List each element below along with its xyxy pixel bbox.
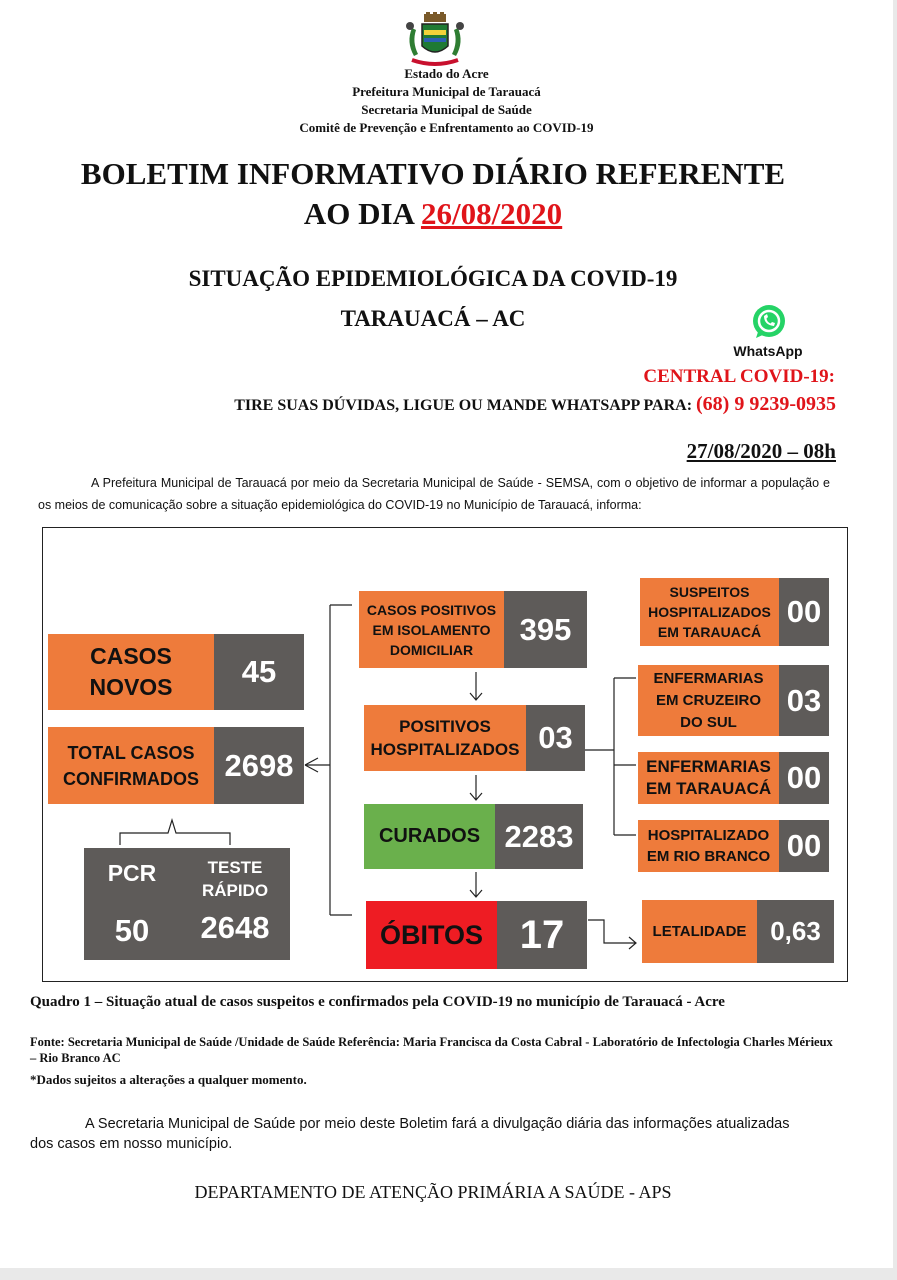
home-isolation-value: 395 bbox=[504, 591, 587, 668]
hospitalized-value: 03 bbox=[526, 705, 585, 771]
rapid-test-label bbox=[180, 856, 290, 902]
home-isolation-label-1: CASOS POSITIVOS bbox=[366, 601, 497, 618]
recovered-value: 2283 bbox=[495, 804, 583, 869]
suspects-label-1: SUSPEITOS bbox=[669, 584, 750, 600]
wards-cruzeiro-label-1: ENFERMARIAS bbox=[653, 669, 764, 687]
header-state: Estado do Acre bbox=[404, 66, 489, 81]
home-isolation-label bbox=[359, 591, 504, 668]
deaths-value: 17 bbox=[497, 901, 587, 969]
table-source: Fonte: Secretaria Municipal de Saúde /Unidade de Saúde Referência: Maria Francisca da Costa Cabral - Laboratório de Infectologia Charles Mérieux – Rio Branco AC bbox=[30, 1035, 833, 1065]
contact-instruction: TIRE SUAS DÚVIDAS, LIGUE OU MANDE WHATSAPP PARA: bbox=[234, 397, 697, 414]
subtitle-city: TARAUACÁ – AC bbox=[340, 306, 526, 331]
report-datetime: 27/08/2020 – 08h bbox=[686, 439, 836, 463]
phone-number: (68) 9 9239-0935 bbox=[696, 393, 836, 415]
bulletin-date: 26/08/2020 bbox=[420, 196, 563, 231]
lethality-value: 0,63 bbox=[757, 900, 834, 963]
hospitalized-label-2: HOSPITALIZADOS bbox=[370, 740, 520, 759]
suspects-label-3: EM TARAUACÁ bbox=[657, 624, 762, 640]
wards-cruzeiro-label-3: DO SUL bbox=[680, 713, 737, 731]
total-confirmed-label-1: TOTAL CASOS bbox=[67, 742, 195, 763]
rapid-test-value: 2648 bbox=[200, 910, 270, 945]
table-note: *Dados sujeitos a alterações a qualquer momento. bbox=[30, 1072, 307, 1087]
pcr-label: PCR bbox=[107, 859, 157, 886]
rapid-test-label-2: RÁPIDO bbox=[201, 881, 269, 900]
table-caption: Quadro 1 – Situação atual de casos suspeitos e confirmados pela COVID-19 no município de Tarauacá - Acre bbox=[30, 994, 725, 1010]
wards-cruzeiro-value: 03 bbox=[779, 665, 829, 736]
new-cases-label-2: NOVOS bbox=[89, 674, 173, 700]
wards-cruzeiro-label-2: EM CRUZEIRO bbox=[656, 691, 761, 709]
new-cases-label-1: CASOS bbox=[90, 643, 172, 669]
wards-tarauaca-label-2: EM TARAUACÁ bbox=[645, 779, 772, 798]
hospitalized-label bbox=[364, 705, 526, 771]
total-confirmed-label-2: CONFIRMADOS bbox=[63, 768, 199, 789]
new-cases-label bbox=[48, 634, 214, 710]
total-confirmed-value: 2698 bbox=[214, 727, 304, 804]
total-confirmed-label bbox=[48, 727, 214, 804]
recovered-label: CURADOS bbox=[364, 804, 495, 869]
rio-branco-label-1: HOSPITALIZADO bbox=[647, 827, 770, 844]
central-covid-label: CENTRAL COVID-19: bbox=[643, 366, 835, 387]
wards-tarauaca-value: 00 bbox=[779, 752, 829, 804]
wards-tarauaca-label bbox=[638, 752, 779, 804]
rapid-test-label-1: TESTE bbox=[207, 858, 263, 877]
rio-branco-label bbox=[638, 820, 779, 872]
whatsapp-label: WhatsApp bbox=[733, 343, 803, 359]
rio-branco-label-2: EM RIO BRANCO bbox=[646, 848, 771, 865]
home-isolation-label-2: EM ISOLAMENTO bbox=[372, 621, 491, 638]
closing-paragraph: A Secretaria Municipal de Saúde por meio deste Boletim fará a divulgação diária das informações atualizadas dos casos em nosso município. bbox=[30, 1116, 790, 1152]
new-cases-value: 45 bbox=[214, 634, 304, 710]
header-committee: Comitê de Prevenção e Enfrentamento ao COVID-19 bbox=[299, 120, 594, 135]
suspects-label bbox=[640, 578, 779, 646]
hospitalized-label-1: POSITIVOS bbox=[399, 717, 491, 736]
intro-paragraph: A Prefeitura Municipal de Tarauacá por meio da Secretaria Municipal de Saúde - SEMSA, com o objetivo de informar a população e os meios de comunicação sobre a situação epidemiológica do COVID-19 no Município de Tarauacá, informa: bbox=[38, 476, 830, 512]
wards-tarauaca-label-1: ENFERMARIAS bbox=[646, 757, 771, 776]
wards-cruzeiro-label bbox=[638, 665, 779, 736]
pcr-value: 50 bbox=[114, 913, 150, 948]
suspects-label-2: HOSPITALIZADOS bbox=[648, 604, 771, 620]
subtitle-situation: SITUAÇÃO EPIDEMIOLÓGICA DA COVID-19 bbox=[188, 266, 678, 291]
home-isolation-label-3: DOMICILIAR bbox=[389, 641, 474, 658]
title-prefix: AO DIA bbox=[303, 196, 421, 231]
lethality-label: LETALIDADE bbox=[642, 900, 757, 963]
footer-department: DEPARTAMENTO DE ATENÇÃO PRIMÁRIA A SAÚDE - APS bbox=[194, 1182, 672, 1202]
deaths-label: ÓBITOS bbox=[366, 901, 497, 969]
header-prefecture: Prefeitura Municipal de Tarauacá bbox=[352, 84, 541, 99]
rio-branco-value: 00 bbox=[779, 820, 829, 872]
bulletin-title-line1: BOLETIM INFORMATIVO DIÁRIO REFERENTE bbox=[80, 156, 786, 191]
suspects-value: 00 bbox=[779, 578, 829, 646]
header-secretariat: Secretaria Municipal de Saúde bbox=[361, 102, 532, 117]
